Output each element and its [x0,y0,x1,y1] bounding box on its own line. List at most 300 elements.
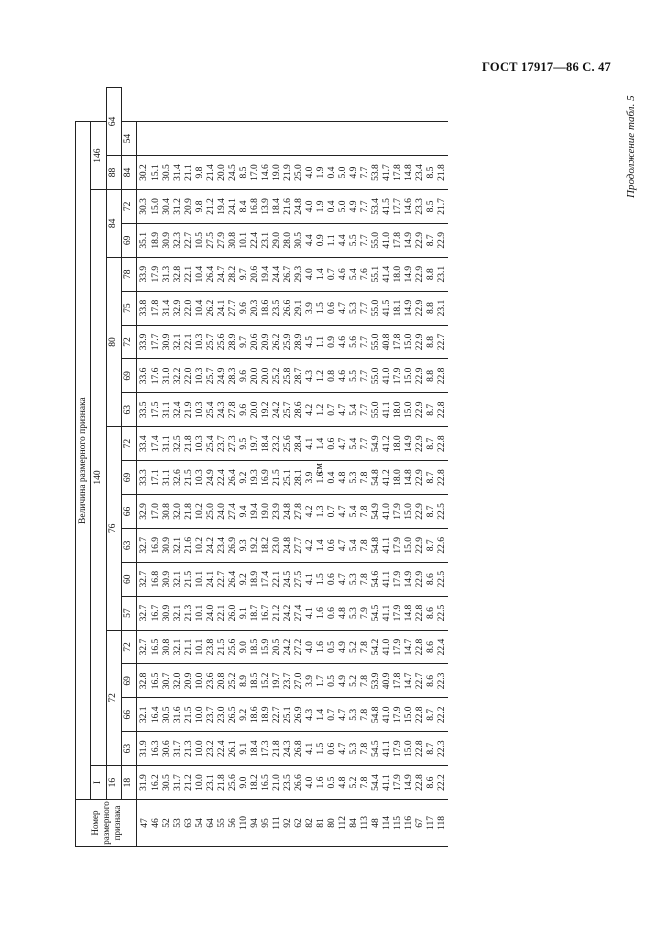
value-cell: 21.2 [184,766,195,800]
value-cell: 24.8 [283,494,294,528]
row-number-cell: 54 [195,800,206,847]
value-cell: 4.7 [338,562,349,596]
row-number-cell: 52 [162,800,173,847]
value-cell: 8.6 [426,596,437,630]
value-cell: 4.0 [305,630,316,664]
value-cell: 5.0 [338,189,349,223]
value-cell: 24.3 [283,732,294,766]
value-cell: 31.4 [162,291,173,325]
value-cell: 0.7 [327,698,338,732]
value-cell: 32.1 [173,596,184,630]
value-cell: 22.4 [437,630,448,664]
value-cell: 10.4 [195,291,206,325]
value-cell: 17.4 [261,562,272,596]
value-cell: 24.9 [217,359,228,393]
value-cell: 8.5 [426,189,437,223]
table-row [283,88,294,847]
value-cell: 21.8 [272,732,283,766]
value-cell: 30.9 [162,596,173,630]
value-cell: 55.0 [371,223,382,257]
value-cell: 14.9 [404,766,415,800]
value-cell: 22.9 [415,528,426,562]
value-cell: 8.4 [239,189,250,223]
value-cell: 23.9 [272,494,283,528]
level3-header-cell: 69 [121,359,136,393]
value-cell: 27.4 [294,596,305,630]
value-cell: 17.6 [151,359,162,393]
value-cell: 31.2 [173,189,184,223]
value-cell: 27.7 [294,528,305,562]
value-cell [415,122,426,156]
value-cell: 8.7 [426,461,437,495]
row-number-cell: 46 [151,800,162,847]
value-cell: 7.7 [360,359,371,393]
value-cell: 7.7 [360,427,371,461]
value-cell: 0.5 [327,664,338,698]
value-cell: 7.8 [360,494,371,528]
value-cell: 25.8 [283,359,294,393]
value-cell: 26.9 [294,698,305,732]
value-cell: 21.2 [272,596,283,630]
value-cell: 25.4 [206,393,217,427]
value-cell: 17.8 [393,325,404,359]
value-cell: 31.1 [162,393,173,427]
value-cell: 21.0 [272,766,283,800]
value-cell: 19.7 [250,427,261,461]
value-cell: 17.8 [393,664,404,698]
value-cell: 0.4 [327,189,338,223]
value-cell: 33.9 [137,325,152,359]
value-cell: 32.2 [173,359,184,393]
value-cell: 54.4 [371,766,382,800]
value-cell: 28.4 [294,427,305,461]
value-cell [217,122,228,156]
level3-header-cell: 69 [121,461,136,495]
value-cell: 53.4 [371,189,382,223]
value-cell: 30.9 [162,325,173,359]
table-row [261,88,272,847]
value-cell: 25.0 [206,494,217,528]
value-cell: 1.5 [316,562,327,596]
value-cell [294,122,305,156]
level3-header-cell: 54 [121,122,136,156]
value-cell: 22.8 [415,630,426,664]
value-cell: 55.0 [371,359,382,393]
value-cell: 24.2 [283,596,294,630]
value-cell: 16.9 [261,461,272,495]
value-cell: 22.9 [415,461,426,495]
row-number-cell: 81 [316,800,327,847]
value-cell: 21.1 [184,630,195,664]
value-cell: 23.2 [272,427,283,461]
value-cell: 24.4 [272,257,283,291]
value-cell: 16.3 [151,732,162,766]
value-cell: 41.0 [382,223,393,257]
value-cell: 4.1 [305,732,316,766]
value-cell: 7.6 [360,257,371,291]
value-cell: 15.0 [151,189,162,223]
value-cell: 18.9 [250,562,261,596]
value-cell: 10.0 [195,698,206,732]
value-cell: 31.1 [162,461,173,495]
level2-header-76: 76 [106,427,121,630]
row-number-cell: 110 [239,800,250,847]
value-cell: 22.8 [415,698,426,732]
value-cell: 41.2 [382,461,393,495]
value-cell: 41.7 [382,156,393,190]
value-cell: 1.6 [316,596,327,630]
value-cell: 14.6 [261,156,272,190]
level3-header-cell: 63 [121,393,136,427]
value-cell: 22.9 [415,223,426,257]
value-cell: 5.4 [349,427,360,461]
value-cell: 8.8 [426,325,437,359]
table-row [437,88,448,847]
value-cell: 7.8 [360,664,371,698]
value-cell: 17.0 [151,494,162,528]
level3-header-cell: 72 [121,189,136,223]
value-cell: 17.8 [393,156,404,190]
value-cell: 32.4 [173,393,184,427]
value-cell [162,122,173,156]
value-cell: 32.8 [137,664,152,698]
level3-header-cell: 69 [121,223,136,257]
data-table [75,87,448,847]
value-cell: 25.1 [283,461,294,495]
value-cell: 30.5 [162,698,173,732]
value-cell: 5.4 [349,393,360,427]
level3-header-cell: 72 [121,630,136,664]
value-cell: 27.4 [228,494,239,528]
table-row [195,88,206,847]
value-cell: 54.5 [371,596,382,630]
value-cell: 30.5 [294,223,305,257]
value-cell: 5.4 [349,494,360,528]
value-cell: 19.3 [250,461,261,495]
row-number-cell: 115 [393,800,404,847]
value-cell: 26.6 [294,766,305,800]
value-cell: 19.4 [250,494,261,528]
value-cell [184,122,195,156]
value-cell [151,122,162,156]
value-cell: 1.6 [316,766,327,800]
value-cell: 7.8 [360,698,371,732]
value-cell: 21.3 [184,596,195,630]
value-cell: 25.1 [283,698,294,732]
level3-header-cell: 66 [121,494,136,528]
value-cell: 27.7 [228,291,239,325]
values-header: Величина размерного признака [76,122,91,800]
value-cell: 9.7 [239,325,250,359]
value-cell: 17.9 [393,562,404,596]
value-cell: 5.4 [349,528,360,562]
value-cell: 9.2 [239,461,250,495]
value-cell: 8.5 [426,156,437,190]
value-cell: 32.6 [173,461,184,495]
value-cell: 14.9 [404,427,415,461]
value-cell: 0.6 [327,528,338,562]
value-cell: 22.1 [272,562,283,596]
value-cell: 22.7 [437,325,448,359]
value-cell: 4.8 [338,766,349,800]
value-cell: 55.0 [371,291,382,325]
value-cell: 1.1 [327,223,338,257]
row-number-cell: 111 [272,800,283,847]
value-cell: 26.5 [228,698,239,732]
value-cell: 21.5 [217,630,228,664]
value-cell: 4.4 [305,223,316,257]
value-cell: 27.9 [217,223,228,257]
value-cell: 25.2 [272,359,283,393]
value-cell: 24.0 [206,596,217,630]
table-body [137,88,449,847]
value-cell [250,122,261,156]
value-cell: 27.5 [206,223,217,257]
value-cell: 14.9 [404,291,415,325]
value-cell [382,122,393,156]
value-cell: 54.6 [371,562,382,596]
value-cell: 13.9 [261,189,272,223]
value-cell: 23.4 [415,156,426,190]
value-cell: 8.6 [426,562,437,596]
value-cell: 9.8 [195,156,206,190]
rotated-table-container [75,87,595,847]
value-cell: 24.2 [206,528,217,562]
value-cell: 30.9 [162,223,173,257]
value-cell: 9.4 [239,494,250,528]
value-cell: 9.0 [239,630,250,664]
value-cell: 16.7 [261,596,272,630]
value-cell: 20.3 [250,291,261,325]
value-cell: 21.5 [272,461,283,495]
value-cell: 30.8 [228,223,239,257]
value-cell: 20.0 [261,359,272,393]
value-cell: 18.0 [393,461,404,495]
value-cell: 41.5 [382,189,393,223]
value-cell: 21.4 [206,156,217,190]
value-cell: 41.0 [382,630,393,664]
value-cell: 5.2 [349,766,360,800]
value-cell: 27.5 [294,562,305,596]
table-continuation-note: Продолжение табл. 5 [625,95,637,198]
value-cell: 53.9 [371,664,382,698]
value-cell: 26.2 [206,291,217,325]
value-cell: 21.5 [184,461,195,495]
row-number-cell: 55 [217,800,228,847]
value-cell: 26.2 [272,325,283,359]
value-cell: 31.9 [137,732,152,766]
value-cell: 32.1 [173,562,184,596]
value-cell: 0.6 [327,562,338,596]
value-cell: 23.0 [272,528,283,562]
value-cell: 54.8 [371,461,382,495]
value-cell: 5.5 [349,359,360,393]
value-cell: 55.1 [371,257,382,291]
value-cell: 33.8 [137,291,152,325]
value-cell: 26.6 [283,291,294,325]
value-cell: 17.8 [393,223,404,257]
value-cell: 40.8 [382,325,393,359]
value-cell: 32.7 [137,562,152,596]
page-header: ГОСТ 17917—86 С. 47 [482,60,611,74]
row-number-cell: 92 [283,800,294,847]
table-row [316,88,327,847]
value-cell: 9.1 [239,596,250,630]
value-cell [239,122,250,156]
value-cell: 23.8 [206,630,217,664]
value-cell: 22.9 [415,325,426,359]
value-cell: 9.2 [239,562,250,596]
value-cell: 23.1 [437,291,448,325]
value-cell: 4.2 [305,393,316,427]
value-cell: 1.4 [316,427,327,461]
value-cell: 22.9 [415,427,426,461]
level1-header-146: 146 [91,122,106,190]
value-cell: 17.1 [151,461,162,495]
value-cell: 1.2 [316,393,327,427]
value-cell: 24.8 [294,189,305,223]
value-cell: 22.0 [184,359,195,393]
value-cell: 18.5 [250,664,261,698]
value-cell: 22.9 [437,223,448,257]
value-cell: 23.6 [206,664,217,698]
value-cell: 17.8 [151,291,162,325]
value-cell [283,122,294,156]
table-row [250,88,261,847]
value-cell: 30.4 [162,189,173,223]
value-cell: 21.9 [184,393,195,427]
value-cell: 20.0 [217,156,228,190]
value-cell: 1.4 [316,257,327,291]
value-cell: 27.0 [294,664,305,698]
value-cell: 17.9 [393,630,404,664]
value-cell: 17.9 [393,494,404,528]
table-row [305,88,316,847]
value-cell: 32.7 [137,630,152,664]
value-cell: 25.6 [228,630,239,664]
value-cell: 22.2 [437,766,448,800]
value-cell: 0.9 [316,223,327,257]
value-cell: 22.4 [217,461,228,495]
value-cell: 24.1 [206,562,217,596]
value-cell: 30.9 [162,528,173,562]
value-cell: 3.9 [305,291,316,325]
value-cell [195,122,206,156]
value-cell [316,122,327,156]
value-cell: 28.7 [294,359,305,393]
value-cell: 7.7 [360,325,371,359]
value-cell: 41.1 [382,766,393,800]
value-cell: 1.9 [316,189,327,223]
value-cell: 4.7 [338,393,349,427]
value-cell: 28.9 [228,325,239,359]
value-cell: 32.1 [173,630,184,664]
table-row [137,88,152,847]
value-cell: 41.1 [382,596,393,630]
value-cell: 10.1 [195,630,206,664]
value-cell: 21.6 [184,528,195,562]
table-row [327,88,338,847]
table-row [382,88,393,847]
value-cell: 23.2 [206,732,217,766]
value-cell: 54.8 [371,698,382,732]
value-cell: 33.5 [137,393,152,427]
value-cell: 17.9 [393,698,404,732]
value-cell: 8.8 [426,359,437,393]
value-cell: 22.0 [184,291,195,325]
table-row [217,88,228,847]
value-cell: 25.2 [228,664,239,698]
table-row [173,88,184,847]
value-cell: 22.4 [250,223,261,257]
value-cell: 18.6 [250,698,261,732]
level3-header-cell: 69 [121,664,136,698]
value-cell: 28.3 [228,359,239,393]
value-cell: 4.9 [338,630,349,664]
value-cell: 10.0 [195,664,206,698]
value-cell: 25.6 [217,325,228,359]
value-cell: 0.4 [327,461,338,495]
value-cell: 23.7 [217,427,228,461]
row-number-cell: 67 [415,800,426,847]
value-cell: 31.3 [162,257,173,291]
value-cell: 4.4 [338,223,349,257]
value-cell: 10.2 [195,528,206,562]
value-cell: 18.4 [272,189,283,223]
value-cell: 4.5 [305,325,316,359]
value-cell: 32.8 [173,257,184,291]
value-cell: 41.0 [382,494,393,528]
value-cell: 0.5 [327,766,338,800]
value-cell: 8.7 [426,528,437,562]
value-cell: 32.9 [173,291,184,325]
value-cell: 29.1 [294,291,305,325]
value-cell: 17.5 [151,393,162,427]
level3-header-cell: 72 [121,427,136,461]
value-cell: 14.9 [404,223,415,257]
value-cell: 5.6 [349,325,360,359]
value-cell [327,122,338,156]
value-cell: 1.3 [316,494,327,528]
value-cell: 8.7 [426,223,437,257]
value-cell: 7.8 [360,732,371,766]
value-cell: 31.6 [173,698,184,732]
level1-header-140: 140 [91,189,106,765]
value-cell: 9.8 [195,189,206,223]
value-cell: 5.3 [349,596,360,630]
value-cell: 21.6 [283,189,294,223]
row-number-cell: 63 [184,800,195,847]
value-cell: 18.4 [261,427,272,461]
value-cell: 3.9 [305,664,316,698]
value-cell: 8.7 [426,732,437,766]
value-cell: 8.6 [426,664,437,698]
value-cell: 32.3 [173,223,184,257]
value-cell: 7.7 [360,291,371,325]
value-cell: 53.8 [371,156,382,190]
value-cell: 21.8 [184,494,195,528]
value-cell: 27.8 [294,494,305,528]
value-cell: 26.0 [228,596,239,630]
table-row [184,88,195,847]
value-cell: 54.8 [371,528,382,562]
value-cell: 8.8 [426,291,437,325]
value-cell: 55.0 [371,393,382,427]
value-cell: 31.1 [162,427,173,461]
value-cell: 22.1 [217,596,228,630]
value-cell: 29.3 [294,257,305,291]
value-cell: 4.0 [305,766,316,800]
